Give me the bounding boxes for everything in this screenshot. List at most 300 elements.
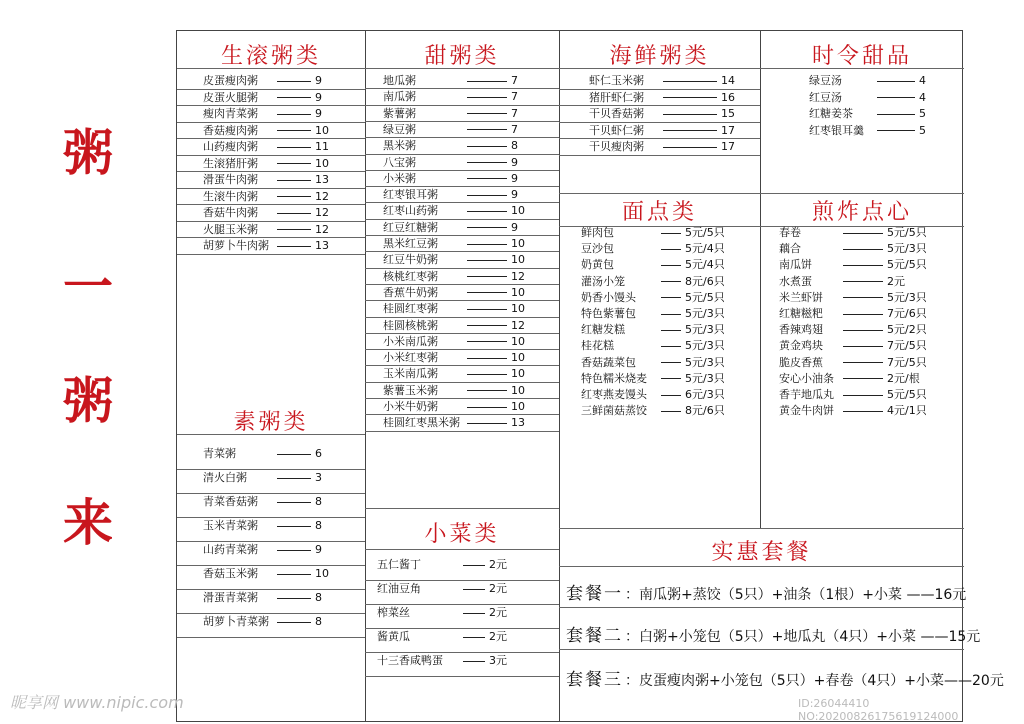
menu-item-jianzha bbox=[779, 291, 927, 304]
item-leader-line bbox=[463, 589, 485, 590]
menu-item-tian bbox=[383, 204, 525, 217]
combo-set-1 bbox=[566, 579, 966, 604]
item-price: 5元/2只 bbox=[887, 323, 927, 337]
row-line bbox=[365, 317, 559, 318]
menu-item-tian bbox=[383, 156, 518, 169]
item-price: 10 bbox=[315, 567, 329, 580]
item-leader-line bbox=[277, 97, 311, 98]
item-name: 猪肝虾仁粥 bbox=[589, 90, 644, 104]
row-line bbox=[559, 193, 760, 194]
row-line bbox=[365, 186, 559, 187]
row-line bbox=[365, 349, 559, 350]
item-price: 9 bbox=[511, 220, 518, 234]
item-leader-line bbox=[663, 114, 717, 115]
item-leader-line bbox=[663, 147, 717, 148]
item-name: 黑米粥 bbox=[383, 139, 416, 153]
item-leader-line bbox=[277, 478, 311, 479]
item-leader-line bbox=[661, 281, 681, 282]
item-leader-line bbox=[463, 565, 485, 566]
menu-item-su bbox=[203, 519, 322, 532]
menu-item-tian bbox=[383, 367, 525, 380]
item-leader-line bbox=[877, 114, 915, 115]
menu-item-xiaocai bbox=[377, 630, 507, 643]
menu-item-jianzha bbox=[779, 242, 927, 255]
item-leader-line bbox=[467, 292, 507, 293]
menu-item-mian bbox=[581, 339, 725, 352]
side-title-char-1: 粥 bbox=[63, 123, 113, 182]
item-price: 5 bbox=[919, 123, 926, 137]
row-line bbox=[177, 237, 365, 238]
item-price: 4 bbox=[919, 74, 926, 87]
column-divider bbox=[365, 31, 366, 721]
item-name: 玉米南瓜粥 bbox=[383, 367, 438, 381]
item-name: 香菇瘦肉粥 bbox=[203, 123, 258, 137]
item-leader-line bbox=[467, 244, 507, 245]
row-line bbox=[365, 628, 559, 629]
item-price: 17 bbox=[721, 140, 735, 153]
menu-item-shenggun bbox=[203, 74, 322, 87]
row-line bbox=[365, 235, 559, 236]
item-name: 三鲜菌菇蒸饺 bbox=[581, 404, 647, 418]
item-leader-line bbox=[843, 378, 883, 379]
menu-item-su bbox=[203, 567, 329, 580]
item-name: 绿豆粥 bbox=[383, 122, 416, 136]
item-leader-line bbox=[843, 395, 883, 396]
row-line bbox=[177, 155, 365, 156]
item-price: 7 bbox=[511, 106, 518, 120]
item-leader-line bbox=[843, 411, 883, 412]
row-line bbox=[177, 565, 365, 566]
menu-item-tian bbox=[383, 139, 518, 152]
item-price: 5元/5只 bbox=[685, 290, 725, 304]
item-name: 奶黄包 bbox=[581, 258, 614, 272]
item-name: 地瓜粥 bbox=[383, 74, 416, 87]
item-leader-line bbox=[843, 249, 883, 250]
row-line bbox=[365, 333, 559, 334]
row-line bbox=[559, 122, 760, 123]
menu-item-su bbox=[203, 447, 322, 460]
item-leader-line bbox=[277, 114, 311, 115]
menu-item-su bbox=[203, 543, 322, 556]
section-title-mian: 面点类 bbox=[621, 200, 697, 225]
item-price: 6 bbox=[315, 447, 322, 460]
menu-item-mian bbox=[581, 323, 725, 336]
menu-item-mian bbox=[581, 372, 725, 385]
item-leader-line bbox=[467, 178, 507, 179]
item-price: 5元/3只 bbox=[887, 242, 927, 256]
section-title-shiling: 时令甜品 bbox=[811, 44, 912, 69]
item-price: 12 bbox=[511, 269, 525, 283]
menu-item-jianzha bbox=[779, 323, 927, 336]
item-price: 2元 bbox=[489, 558, 507, 571]
item-name: 香菇蔬菜包 bbox=[581, 355, 636, 369]
menu-item-tian bbox=[383, 123, 518, 136]
item-leader-line bbox=[661, 297, 681, 298]
item-price: 5元/5只 bbox=[887, 226, 927, 239]
menu-item-tian bbox=[383, 172, 518, 185]
row-line bbox=[365, 549, 559, 550]
item-name: 香菇牛肉粥 bbox=[203, 206, 258, 219]
item-name: 青菜香菇粥 bbox=[203, 495, 258, 508]
item-name: 红豆汤 bbox=[809, 90, 842, 104]
item-price: 2元 bbox=[887, 274, 905, 288]
row-line bbox=[177, 517, 365, 518]
item-name: 桂圆红枣黑米粥 bbox=[383, 416, 460, 430]
row-line bbox=[365, 105, 559, 106]
item-price: 12 bbox=[315, 206, 329, 219]
menu-item-shenggun bbox=[203, 124, 329, 137]
row-line bbox=[559, 528, 964, 529]
menu-item-xiaocai bbox=[377, 654, 507, 667]
item-name: 瘦肉青菜粥 bbox=[203, 107, 258, 120]
item-leader-line bbox=[661, 411, 681, 412]
item-name: 香菇玉米粥 bbox=[203, 567, 258, 580]
item-price: 4 bbox=[919, 90, 926, 104]
item-name: 红枣银耳粥 bbox=[383, 188, 438, 202]
item-name: 榨菜丝 bbox=[377, 606, 410, 619]
item-leader-line bbox=[663, 130, 717, 131]
menu-item-mian bbox=[581, 307, 725, 320]
row-line bbox=[365, 604, 559, 605]
item-name: 桂圆红枣粥 bbox=[383, 302, 438, 316]
item-name: 米兰虾饼 bbox=[779, 290, 823, 304]
menu-item-tian bbox=[383, 270, 525, 283]
item-price: 9 bbox=[511, 155, 518, 169]
row-line bbox=[177, 493, 365, 494]
item-price: 5元/5只 bbox=[685, 226, 725, 239]
menu-item-xiaocai bbox=[377, 582, 507, 595]
menu-item-jianzha bbox=[779, 258, 927, 271]
item-price: 10 bbox=[511, 400, 525, 413]
item-price: 5元/4只 bbox=[685, 242, 725, 256]
item-leader-line bbox=[467, 309, 507, 310]
menu-item-tian bbox=[383, 286, 525, 299]
menu-item-xiaocai bbox=[377, 558, 507, 571]
item-name: 水煮蛋 bbox=[779, 274, 812, 288]
row-line bbox=[559, 566, 964, 567]
row-line bbox=[365, 268, 559, 269]
menu-item-jianzha bbox=[779, 388, 927, 401]
menu-item-mian bbox=[581, 356, 725, 369]
item-leader-line bbox=[467, 211, 507, 212]
item-price: 10 bbox=[511, 237, 525, 250]
item-name: 火腿玉米粥 bbox=[203, 222, 258, 236]
item-price: 9 bbox=[315, 90, 322, 104]
side-title-char-2: 一 bbox=[63, 257, 113, 316]
item-leader-line bbox=[277, 196, 311, 197]
row-line bbox=[177, 637, 365, 638]
item-price: 5元/5只 bbox=[887, 388, 927, 401]
item-price: 9 bbox=[315, 74, 322, 87]
item-leader-line bbox=[661, 362, 681, 363]
item-leader-line bbox=[663, 81, 717, 82]
menu-item-su bbox=[203, 591, 322, 604]
row-line bbox=[365, 219, 559, 220]
item-name: 滑蛋牛肉粥 bbox=[203, 173, 258, 186]
row-line bbox=[365, 68, 559, 69]
item-price: 8 bbox=[511, 139, 518, 153]
item-leader-line bbox=[277, 574, 311, 575]
item-name: 鲜肉包 bbox=[581, 226, 614, 239]
menu-item-tian bbox=[383, 384, 525, 397]
row-line bbox=[177, 105, 365, 106]
item-price: 10 bbox=[315, 123, 329, 137]
item-name: 藕合 bbox=[779, 242, 801, 256]
menu-item-mian bbox=[581, 258, 725, 271]
item-name: 生滚牛肉粥 bbox=[203, 189, 258, 203]
item-leader-line bbox=[467, 374, 507, 375]
item-leader-line bbox=[467, 390, 507, 391]
row-line bbox=[559, 138, 760, 139]
item-price: 9 bbox=[511, 171, 518, 185]
item-leader-line bbox=[463, 637, 485, 638]
item-leader-line bbox=[277, 598, 311, 599]
item-price: 7元/5只 bbox=[887, 339, 927, 353]
item-leader-line bbox=[843, 281, 883, 282]
section-title-su: 素粥类 bbox=[233, 410, 309, 435]
item-name: 红豆红糖粥 bbox=[383, 220, 438, 234]
row-line bbox=[177, 68, 365, 69]
item-name: 生滚猪肝粥 bbox=[203, 156, 258, 170]
item-name: 虾仁玉米粥 bbox=[589, 74, 644, 87]
combo-set-text: ：南瓜粥+蒸饺（5只）+油条（1根）+小菜 ——16元 bbox=[625, 587, 967, 603]
menu-item-shiling bbox=[809, 91, 926, 104]
item-price: 10 bbox=[511, 334, 525, 348]
item-price: 12 bbox=[315, 189, 329, 203]
item-price: 5元/3只 bbox=[685, 307, 725, 320]
item-price: 8 bbox=[315, 615, 322, 628]
menu-item-jianzha bbox=[779, 404, 927, 417]
section-title-jianzha: 煎炸点心 bbox=[811, 200, 912, 225]
row-line bbox=[365, 431, 559, 432]
item-price: 3元 bbox=[489, 654, 507, 667]
menu-item-xiaocai bbox=[377, 606, 507, 619]
row-line bbox=[365, 508, 559, 509]
item-leader-line bbox=[463, 613, 485, 614]
row-line bbox=[559, 607, 964, 608]
row-line bbox=[177, 204, 365, 205]
item-leader-line bbox=[661, 330, 681, 331]
item-leader-line bbox=[843, 330, 883, 331]
row-line bbox=[177, 89, 365, 90]
item-leader-line bbox=[467, 113, 507, 114]
item-leader-line bbox=[843, 265, 883, 266]
item-price: 13 bbox=[511, 416, 525, 430]
item-leader-line bbox=[661, 346, 681, 347]
menu-item-haixian bbox=[589, 124, 735, 137]
menu-item-shenggun bbox=[203, 239, 329, 252]
item-leader-line bbox=[877, 97, 915, 98]
menu-item-tian bbox=[383, 107, 518, 120]
item-name: 干贝虾仁粥 bbox=[589, 123, 644, 137]
row-line bbox=[177, 122, 365, 123]
item-name: 紫薯玉米粥 bbox=[383, 383, 438, 397]
item-name: 干贝香菇粥 bbox=[589, 107, 644, 120]
item-price: 6元/3只 bbox=[685, 388, 725, 401]
item-price: 5 bbox=[919, 107, 926, 120]
item-name: 山药青菜粥 bbox=[203, 543, 258, 556]
item-leader-line bbox=[277, 147, 311, 148]
row-line bbox=[365, 676, 559, 677]
item-price: 10 bbox=[511, 383, 525, 397]
menu-item-jianzha bbox=[779, 339, 927, 352]
item-name: 十三香咸鸭蛋 bbox=[377, 654, 443, 667]
row-line bbox=[365, 154, 559, 155]
item-leader-line bbox=[277, 526, 311, 527]
item-name: 红糖发糕 bbox=[581, 323, 625, 337]
item-price: 10 bbox=[315, 156, 329, 170]
item-name: 春卷 bbox=[779, 226, 801, 239]
row-line bbox=[559, 89, 760, 90]
menu-item-tian bbox=[383, 302, 525, 315]
menu-item-shiling bbox=[809, 107, 926, 120]
menu-item-mian bbox=[581, 242, 725, 255]
item-price: 9 bbox=[511, 188, 518, 202]
item-price: 10 bbox=[511, 253, 525, 267]
item-name: 香蕉牛奶粥 bbox=[383, 285, 438, 299]
item-price: 10 bbox=[511, 204, 525, 218]
item-leader-line bbox=[661, 265, 681, 266]
section-title-shenggun: 生滚粥类 bbox=[220, 44, 321, 69]
item-name: 香芋地瓜丸 bbox=[779, 388, 834, 401]
item-name: 胡萝卜青菜粥 bbox=[203, 615, 269, 628]
item-price: 5元/3只 bbox=[685, 339, 725, 353]
item-leader-line bbox=[277, 213, 311, 214]
menu-item-tian bbox=[383, 253, 525, 266]
row-line bbox=[177, 434, 365, 435]
item-leader-line bbox=[277, 180, 311, 181]
item-price: 8元/6只 bbox=[685, 274, 725, 288]
row-line bbox=[365, 284, 559, 285]
item-name: 红豆牛奶粥 bbox=[383, 253, 438, 267]
item-price: 10 bbox=[511, 302, 525, 316]
menu-item-haixian bbox=[589, 107, 735, 120]
item-leader-line bbox=[843, 314, 883, 315]
item-name: 豆沙包 bbox=[581, 242, 614, 256]
row-line bbox=[365, 580, 559, 581]
item-leader-line bbox=[277, 130, 311, 131]
item-price: 10 bbox=[511, 351, 525, 365]
section-title-combo: 实惠套餐 bbox=[711, 540, 812, 565]
menu-item-haixian bbox=[589, 74, 735, 87]
item-price: 8元/6只 bbox=[685, 404, 725, 418]
menu-sheet bbox=[176, 30, 1004, 722]
item-name: 桂花糕 bbox=[581, 339, 614, 353]
item-name: 红枣燕麦馒头 bbox=[581, 388, 647, 401]
item-price: 8 bbox=[315, 519, 322, 532]
side-title-char-4: 来 bbox=[63, 493, 113, 552]
combo-set-2 bbox=[566, 621, 980, 646]
item-name: 香辣鸡翅 bbox=[779, 323, 823, 337]
menu-item-mian bbox=[581, 275, 725, 288]
row-line bbox=[365, 170, 559, 171]
item-name: 小米牛奶粥 bbox=[383, 400, 438, 413]
item-price: 5元/4只 bbox=[685, 258, 725, 272]
item-leader-line bbox=[467, 146, 507, 147]
item-price: 7 bbox=[511, 74, 518, 87]
item-name: 紫薯粥 bbox=[383, 106, 416, 120]
combo-set-label: 套餐三 bbox=[566, 670, 623, 690]
item-leader-line bbox=[661, 378, 681, 379]
item-leader-line bbox=[277, 246, 311, 247]
item-leader-line bbox=[467, 276, 507, 277]
item-price: 16 bbox=[721, 90, 735, 104]
item-price: 9 bbox=[315, 543, 322, 556]
item-name: 红糖姜茶 bbox=[809, 107, 853, 120]
item-leader-line bbox=[843, 362, 883, 363]
menu-item-mian bbox=[581, 291, 725, 304]
item-name: 八宝粥 bbox=[383, 155, 416, 169]
item-leader-line bbox=[467, 162, 507, 163]
menu-item-su bbox=[203, 471, 322, 484]
item-price: 10 bbox=[511, 285, 525, 299]
item-name: 红糖糍粑 bbox=[779, 307, 823, 320]
item-price: 7 bbox=[511, 90, 518, 104]
item-leader-line bbox=[467, 129, 507, 130]
item-price: 5元/3只 bbox=[685, 371, 725, 385]
item-leader-line bbox=[467, 407, 507, 408]
item-leader-line bbox=[843, 297, 883, 298]
item-leader-line bbox=[467, 260, 507, 261]
row-line bbox=[177, 254, 365, 255]
menu-item-tian bbox=[383, 221, 518, 234]
item-name: 小米粥 bbox=[383, 171, 416, 185]
item-name: 黄金鸡块 bbox=[779, 339, 823, 353]
item-name: 黑米红豆粥 bbox=[383, 237, 438, 250]
item-name: 滑蛋青菜粥 bbox=[203, 591, 258, 604]
item-name: 酱黄瓜 bbox=[377, 630, 410, 643]
item-name: 小米南瓜粥 bbox=[383, 334, 438, 348]
section-title-haixian: 海鲜粥类 bbox=[609, 44, 710, 69]
combo-set-text: ：白粥+小笼包（5只）+地瓜丸（4只）+小菜 ——15元 bbox=[625, 629, 981, 645]
item-price: 2元 bbox=[489, 606, 507, 619]
item-name: 玉米青菜粥 bbox=[203, 519, 258, 532]
item-name: 清火白粥 bbox=[203, 471, 247, 484]
row-line bbox=[559, 105, 760, 106]
item-name: 红枣山药粥 bbox=[383, 204, 438, 218]
menu-item-tian bbox=[383, 237, 525, 250]
item-leader-line bbox=[467, 227, 507, 228]
row-line bbox=[365, 398, 559, 399]
row-line bbox=[559, 649, 964, 650]
menu-item-su bbox=[203, 495, 322, 508]
row-line bbox=[177, 188, 365, 189]
menu-item-jianzha bbox=[779, 356, 927, 369]
menu-item-mian bbox=[581, 388, 725, 401]
item-leader-line bbox=[843, 233, 883, 234]
menu-item-haixian bbox=[589, 140, 735, 153]
menu-item-jianzha bbox=[779, 275, 905, 288]
item-price: 14 bbox=[721, 74, 735, 87]
item-name: 山药瘦肉粥 bbox=[203, 140, 258, 153]
item-name: 绿豆汤 bbox=[809, 74, 842, 87]
item-price: 7元/6只 bbox=[887, 307, 927, 320]
item-price: 5元/3只 bbox=[685, 355, 725, 369]
side-title-char-3: 粥 bbox=[63, 371, 113, 430]
watermark-right: ID:26044410 NO:20200826175619124000 bbox=[798, 697, 959, 723]
item-leader-line bbox=[877, 81, 915, 82]
menu-item-tian bbox=[383, 188, 518, 201]
menu-item-shiling bbox=[809, 124, 926, 137]
item-leader-line bbox=[463, 661, 485, 662]
row-line bbox=[177, 541, 365, 542]
menu-item-tian bbox=[383, 335, 525, 348]
section-title-tian: 甜粥类 bbox=[424, 44, 500, 69]
row-line bbox=[177, 221, 365, 222]
item-price: 15 bbox=[721, 107, 735, 120]
menu-item-shiling bbox=[809, 74, 926, 87]
item-price: 5元/3只 bbox=[685, 323, 725, 337]
